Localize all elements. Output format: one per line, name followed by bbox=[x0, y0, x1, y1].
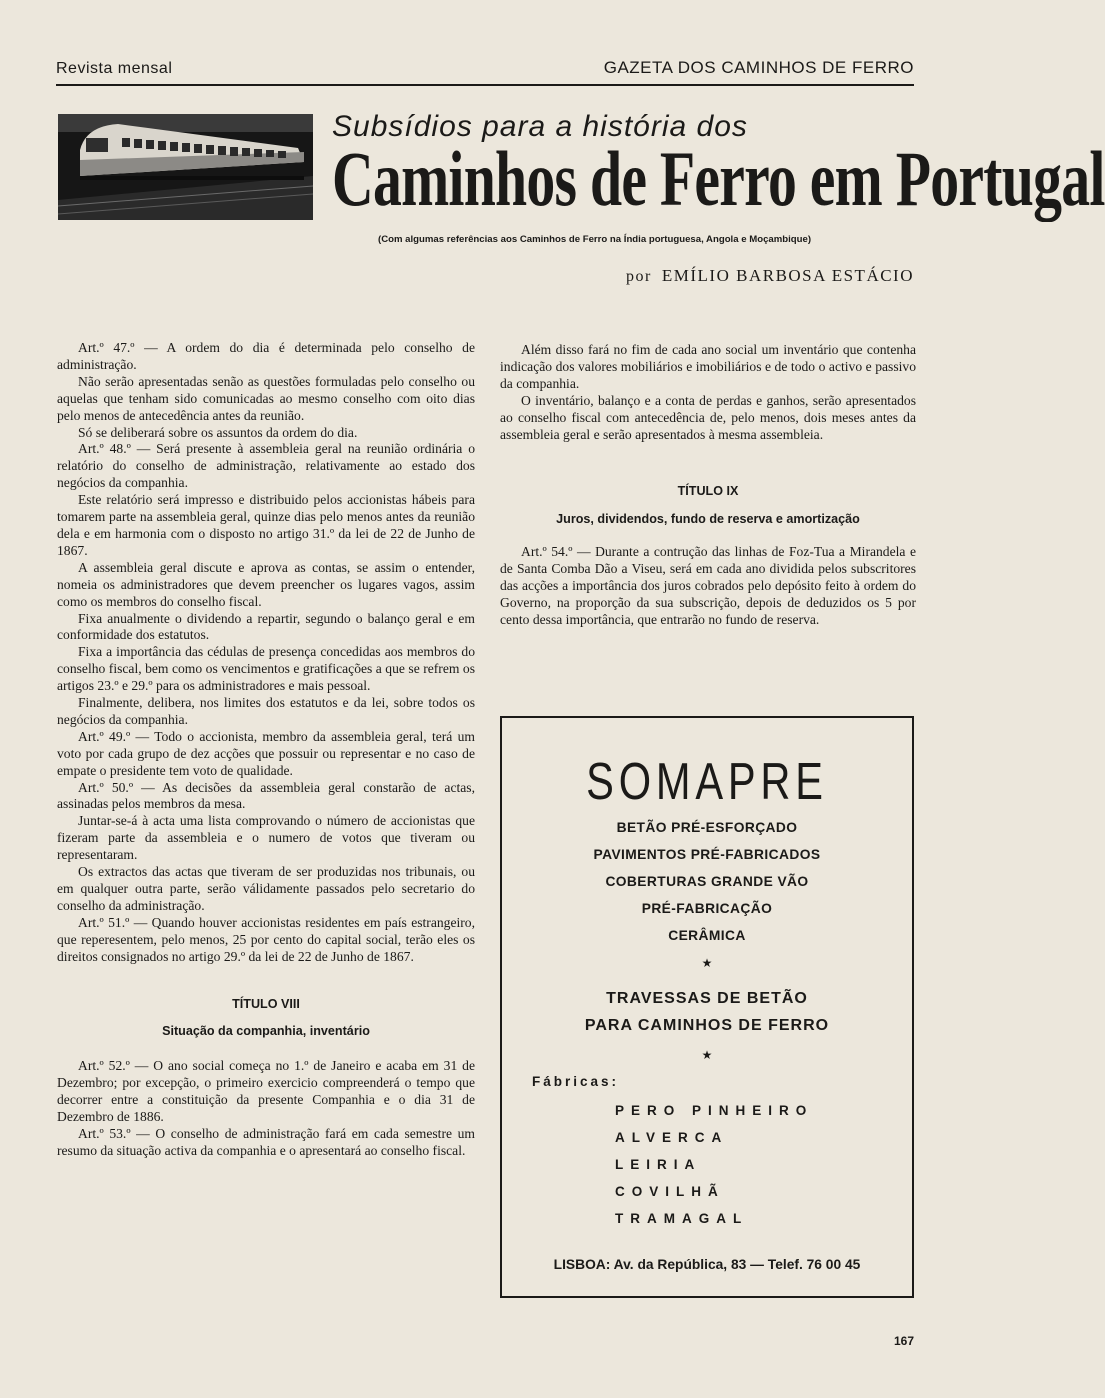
paragraph: Fixa anualmente o dividendo a repartir, segundo o balanço geral e em conformidade dos estatutos. bbox=[57, 610, 475, 643]
paragraph: Além disso fará no fim de cada ano social um inventário que contenha indicação dos valores mobiliários e imobiliários e de todo o activo e passivo da companhia. bbox=[500, 342, 916, 391]
paragraph: Não serão apresentadas senão as questões formuladas pelo conselho ou aquelas que tenham sido comunicadas ao mesmo conselho com oito dias pelo menos de antecedência antes da reunião. bbox=[57, 373, 475, 423]
left-column bbox=[57, 340, 475, 1160]
running-header-right: GAZETA DOS CAMINHOS DE FERRO bbox=[603, 58, 914, 77]
paragraph: O inventário, balanço e a conta de perdas e ganhos, serão apresentados ao conselho fiscal com antecedência de, pelo menos, dois meses antes da assembleia geral e serão apresentados à mesma assembleia. bbox=[500, 392, 916, 442]
paragraph: Os extractos das actas que tiveram de ser produzidas nos tribunais, ou em qualquer outra parte, serão válidamente passados pelo secretario do conselho da administração. bbox=[57, 864, 475, 913]
paragraph: Art.º 49.º — Todo o accionista, membro da assembleia geral, terá um voto por cada grupo de dez acções que possuir ou representar e no caso de empate o presidente tem voto de qualidade. bbox=[57, 728, 475, 778]
factory-name: TRAMAGAL bbox=[615, 1211, 749, 1226]
paragraph: Art.º 50.º — As decisões da assembleia geral constarão de actas, assinadas pelos membros da mesa. bbox=[57, 779, 475, 812]
advert-product: CERÂMICA bbox=[668, 928, 746, 943]
title-note: (Com algumas referências aos Caminhos de Ferro na Índia portuguesa, Angola e Moçambique) bbox=[378, 234, 812, 245]
advert-product: COBERTURAS GRANDE VÃO bbox=[605, 874, 809, 889]
advert-product: PRÉ-FABRICAÇÃO bbox=[641, 901, 773, 916]
paragraph: Art.º 52.º — O ano social começa no 1.º de Janeiro e acaba em 31 de Dezembro; por excepção, o primeiro exercicio compreenderá o tempo que decorrer entre a constituição da presente Companhia e o dia 31 de Dezembro de 1886. bbox=[57, 1058, 475, 1125]
section-subheading: Situação da companhia, inventário bbox=[162, 1024, 370, 1039]
factory-name: LEIRIA bbox=[615, 1157, 702, 1172]
paragraph: Finalmente, delibera, nos limites dos estatutos e da lei, sobre todos os negócios da companhia. bbox=[57, 695, 475, 727]
author-name: EMÍLIO BARBOSA ESTÁCIO bbox=[661, 266, 914, 285]
advert-headline: TRAVESSAS DE BETÃO bbox=[606, 990, 808, 1007]
paragraph: Art.º 53.º — O conselho de administração fará em cada semestre um resumo da situação activa da companhia e o apresentará ao conselho fiscal. bbox=[57, 1125, 475, 1158]
train-illustration bbox=[58, 114, 313, 220]
title-subtitle: Subsídios para a história dos bbox=[332, 110, 748, 143]
advert-address: LISBOA: Av. da República, 83 — Telef. 76 00 45 bbox=[553, 1257, 861, 1272]
star-icon: ★ bbox=[701, 1048, 713, 1062]
somapre-advert bbox=[500, 716, 914, 1298]
star-icon: ★ bbox=[701, 956, 713, 970]
section-subheading: Juros, dividendos, fundo de reserva e amortização bbox=[556, 512, 860, 527]
factory-name: COVILHÃ bbox=[615, 1184, 725, 1199]
section-heading: TÍTULO IX bbox=[677, 484, 739, 499]
factory-name: PERO PINHEIRO bbox=[615, 1103, 814, 1118]
paragraph: Este relatório será impresso e distribuido pelos accionistas hábeis para tomarem parte na assembleia geral, quinze dias pelo menos antes da reunião dela e em harmonia com o disposto no artigo 31.º da lei de 22 de Junho de 1867. bbox=[57, 492, 475, 558]
page-title: Caminhos de Ferro em Portugal bbox=[332, 135, 1105, 222]
advert-headline: PARA CAMINHOS DE FERRO bbox=[584, 1017, 830, 1034]
byline-prefix: por bbox=[626, 268, 652, 285]
section-heading: TÍTULO VIII bbox=[232, 996, 300, 1011]
advert-brand: SOMAPRE bbox=[586, 753, 828, 811]
paragraph: Juntar-se-á à acta uma lista comprovando o número de accionistas que fizeram parte da assembleia e o numero de votos que tiveram ou representaram. bbox=[57, 813, 475, 863]
paragraph: Art.º 47.º — A ordem do dia é determinada pelo conselho de administração. bbox=[57, 340, 475, 372]
running-header-left: Revista mensal bbox=[56, 60, 173, 77]
paragraph: Art.º 48.º — Será presente à assembleia geral na reunião ordinária o relatório do conselho de administração, relativamente ao estado dos negócios da companhia. bbox=[57, 441, 475, 491]
factory-name: ALVERCA bbox=[615, 1130, 729, 1145]
factories-label: Fábricas: bbox=[532, 1074, 620, 1089]
advert-product: PAVIMENTOS PRÉ-FABRICADOS bbox=[593, 847, 821, 862]
page-number: 167 bbox=[893, 1334, 914, 1348]
advert-product: BETÃO PRÉ-ESFORÇADO bbox=[616, 820, 798, 835]
byline bbox=[626, 266, 914, 286]
header-rule bbox=[56, 84, 914, 86]
paragraph: Art.º 51.º — Quando houver accionistas residentes em país estrangeiro, que reperesentem, pelo menos, 25 por cento do capital social, terão eles os direitos consignados no artigo 29.º da lei de 22 de Junho de 1867. bbox=[57, 914, 475, 964]
paragraph: Só se deliberará sobre os assuntos da ordem do dia. bbox=[78, 424, 358, 440]
paragraph: A assembleia geral discute e aprova as contas, se assim o entender, nomeia os administradores que devem preencher os lugares vagos, assim como os membros do conselho fiscal. bbox=[57, 559, 475, 609]
paragraph: Fixa a importância das cédulas de presença concedidas aos membros do conselho fiscal, bem como os vencimentos e gratificações a que se refrem os artigos 23.º e 29.º para os administradores e mais pessoal. bbox=[57, 644, 475, 694]
paragraph: Art.º 54.º — Durante a contrução das linhas de Foz-Tua a Mirandela e de Santa Comba Dão a Viseu, será em cada ano dividida pelos subscritores das acções a importância dos juros cobrados pelo depósito feito à ordem do Governo, na proporção da sua subscrição, depois de deduzidos os 5 por cento dessa importância, que entrarão no fundo de reserva. bbox=[500, 544, 916, 627]
right-column bbox=[500, 342, 916, 629]
